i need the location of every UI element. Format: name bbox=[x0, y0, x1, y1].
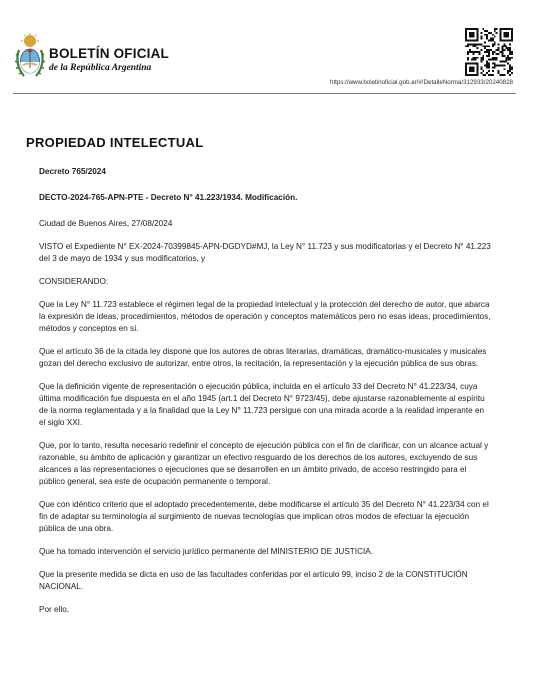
header-divider bbox=[13, 93, 516, 94]
header bbox=[13, 26, 516, 94]
paragraph: Que la presente medida se dicta en uso de las facultades conferidas por el artículo 99, inciso 2 de la CONSTITUCIÓN NACIONAL. bbox=[39, 570, 468, 591]
paragraph: Que con idéntico criterio que el adoptado precedentemente, debe modificarse el artículo 35 del Decreto N° 41.223/34 con el fin de adaptar su terminología al surgimiento de nuevas tecnologías que implican otros modos de efectuar la ejecución pública de una obra. bbox=[39, 500, 489, 533]
brand-title: BOLETÍN OFICIAL bbox=[49, 46, 169, 61]
source-url[interactable]: https://www.boletinoficial.gob.ar/#!DetalleNorma/312933/20240828 bbox=[330, 79, 513, 86]
paragraph: Por ello, bbox=[39, 605, 70, 614]
paragraph: Que la Ley N° 11.723 establece el régimen legal de la propiedad intelectual y la protección del derecho de autor, que abarca la expresión de ideas, procedimientos, métodos de operación y conceptos matemáticos pero no esas ideas, procedimientos, métodos y conceptos en sí. bbox=[39, 300, 491, 333]
argentina-coat-of-arms-icon bbox=[15, 32, 45, 80]
paragraph: Que el artículo 36 de la citada ley dispone que los autores de obras literarias, dramáticas, dramático-musicales y musicales gozan del derecho exclusivo de autorizar, entre otros, la recitación, la representación y la ejecución pública de sus obras. bbox=[39, 347, 487, 368]
document-body bbox=[39, 166, 491, 627]
section-title: PROPIEDAD INTELECTUAL bbox=[26, 135, 204, 150]
place-date: Ciudad de Buenos Aires, 27/08/2024 bbox=[39, 219, 173, 228]
paragraph: Que la definición vigente de representación o ejecución pública, incluida en el artículo 33 del Decreto N° 41.223/34, cuya última modificación fue dispuesta en el año 1945 (art.1 del Decreto N° 9723/45), debe ajustarse razonablemente al espíritu de la norma reglamentada y a la finalidad que la Ley N° 11.723 persigue con una mirada acorde a la realidad imperante en el siglo XXI. bbox=[39, 382, 485, 427]
qr-code-icon bbox=[465, 28, 513, 76]
brand-subtitle: de la República Argentina bbox=[49, 63, 152, 73]
paragraph: Que, por lo tanto, resulta necesario redefinir el concepto de ejecución pública con el fin de clarificar, con un alcance actual y razonable, su ámbito de aplicación y garantizar un efectivo resguardo de los derechos de los autores, excluyendo de sus alcances a las representaciones o ejecuciones que se desarrollen en un ámbito privado, de acceso restringido para el público general, sea este de ocupación permanente o temporal. bbox=[39, 441, 489, 486]
decree-number: Decreto 765/2024 bbox=[39, 167, 106, 176]
paragraph: Que ha tomado intervención el servicio jurídico permanente del MINISTERIO DE JUSTICIA. bbox=[39, 547, 374, 556]
considerando-heading: CONSIDERANDO: bbox=[39, 277, 109, 286]
visto-paragraph: VISTO el Expediente N° EX-2024-70399845-APN-DGDYD#MJ, la Ley N° 11.723 y sus modificatorias y el Decreto N° 41.223 del 3 de mayo de 1934 y sus modificatorios, y bbox=[39, 242, 491, 263]
decree-code: DECTO-2024-765-APN-PTE - Decreto N° 41.223/1934. Modificación. bbox=[39, 193, 298, 202]
